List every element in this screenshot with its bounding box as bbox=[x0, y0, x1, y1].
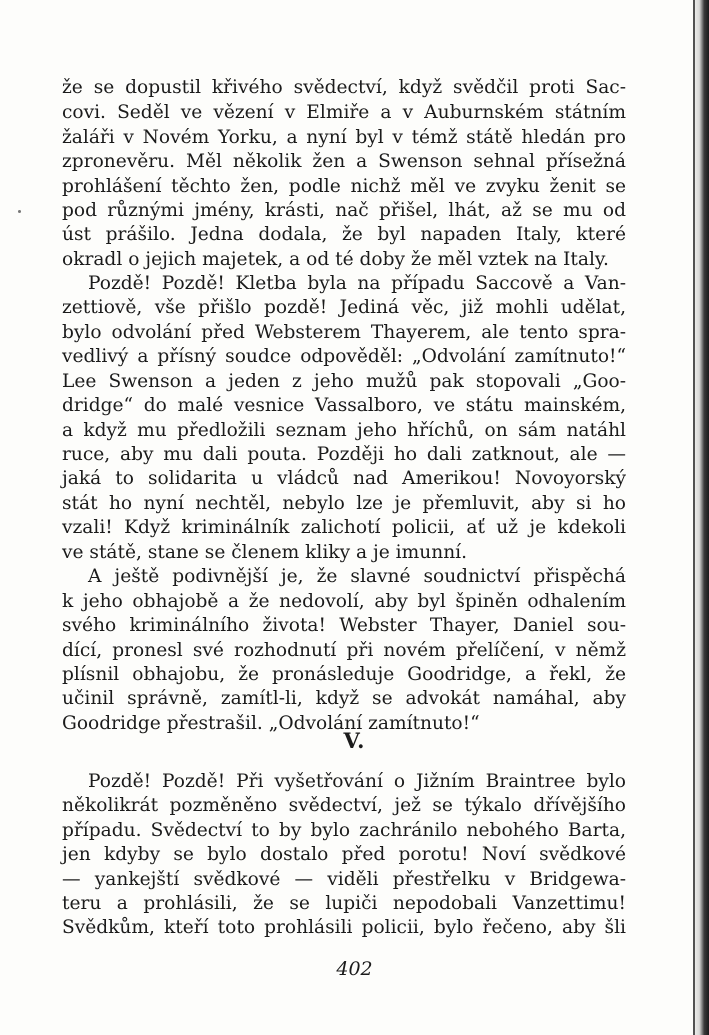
text-line: Pozdě! Pozdě! Kletba byla na případu Saccově a Van- bbox=[88, 273, 626, 294]
text-line: stát ho nyní nechtěl, nebylo lze je přemluvit, aby si ho bbox=[62, 493, 626, 514]
text-line: k jeho obhajobě a že nedovolí, aby byl špiněn odhalením bbox=[62, 591, 626, 612]
text-line: vedlivý a přísný soudce odpověděl: „Odvolání zamítnuto!“ bbox=[62, 346, 626, 367]
section-heading: V. bbox=[343, 728, 366, 753]
text-line: zpronevěru. Měl několik žen a Swenson sehnal přísežná bbox=[62, 151, 626, 172]
text-line: zettiově, vše přišlo pozdě! Jediná věc, již mohli udělat, bbox=[62, 297, 626, 318]
text-line: svého kriminálního života! Webster Thayer, Daniel sou- bbox=[62, 615, 626, 636]
text-line: — yankejští svědkové — viděli přestřelku v Bridgewa- bbox=[62, 869, 626, 890]
text-line: Svědkům, kteří toto prohlásili policii, bylo řečeno, aby šli bbox=[62, 917, 626, 938]
text-line: okradl o jejich majetek, a od té doby že měl vztek na Italy. bbox=[62, 249, 609, 270]
text-line: případu. Svědectví to by bylo zachránilo nebohého Barta, bbox=[62, 820, 626, 841]
page-number: 402 bbox=[336, 958, 373, 980]
text-line: jaká to solidarita u vládců nad Amerikou! Novoyorský bbox=[62, 468, 626, 489]
paper-speck bbox=[18, 210, 21, 213]
text-line: dící, pronesl své rozhodnutí při novém přelíčení, v němž bbox=[62, 640, 626, 661]
text-line: Lee Swenson a jeden z jeho mužů pak stopovali „Goo- bbox=[62, 371, 626, 392]
text-line: covi. Seděl ve vězení v Elmiře a v Auburnském státním bbox=[62, 102, 626, 123]
text-line: žaláři v Novém Yorku, a nyní byl v témž státě hledán pro bbox=[62, 127, 626, 148]
page-edge-shadow-line bbox=[693, 0, 695, 1035]
text-line: ve státě, stane se členem kliky a je imunní. bbox=[62, 542, 468, 563]
text-line: Goodridge přestrašil. „Odvolání zamítnuto!“ bbox=[62, 713, 480, 734]
text-line: A ještě podivnější je, že slavné soudnictví přispěchá bbox=[88, 566, 626, 587]
text-line: ruce, aby mu dali pouta. Později ho dali zatknout, ale — bbox=[62, 444, 626, 465]
text-line: učinil správně, zamítl-li, když se advokát namáhal, aby bbox=[62, 688, 626, 709]
text-line: Pozdě! Pozdě! Při vyšetřování o Jižním Braintree bylo bbox=[88, 771, 626, 792]
text-line: dridge“ do malé vesnice Vassalboro, ve státu mainském, bbox=[62, 395, 626, 416]
text-line: několikrát pozměněno svědectví, jež se týkalo dřívějšího bbox=[62, 795, 626, 816]
text-line: plísnil obhajobu, že pronásleduje Goodridge, a řekl, že bbox=[62, 664, 626, 685]
page-binding-edge bbox=[693, 0, 709, 1035]
text-line: vzali! Když kriminálník zalichotí policii, ať už je kdekoli bbox=[62, 517, 626, 538]
text-line: bylo odvolání před Websterem Thayerem, ale tento spra- bbox=[62, 322, 626, 343]
text-line: prohlášení těchto žen, podle nichž měl ve zvyku ženit se bbox=[62, 176, 626, 197]
text-line: a když mu předložili seznam jeho hříchů, on sám natáhl bbox=[62, 420, 626, 441]
text-line: pod různými jmény, krásti, nač přišel, lhát, až se mu od bbox=[62, 200, 626, 221]
text-line: jen kdyby se bylo dostalo před porotu! Noví svědkové bbox=[62, 844, 626, 865]
text-line: teru a prohlásili, že se lupiči nepodobali Vanzettimu! bbox=[62, 893, 626, 914]
text-line: že se dopustil křivého svědectví, když svědčil proti Sac- bbox=[62, 77, 626, 98]
text-line: úst prášilo. Jedna dodala, že byl napaden Italy, které bbox=[62, 224, 626, 245]
